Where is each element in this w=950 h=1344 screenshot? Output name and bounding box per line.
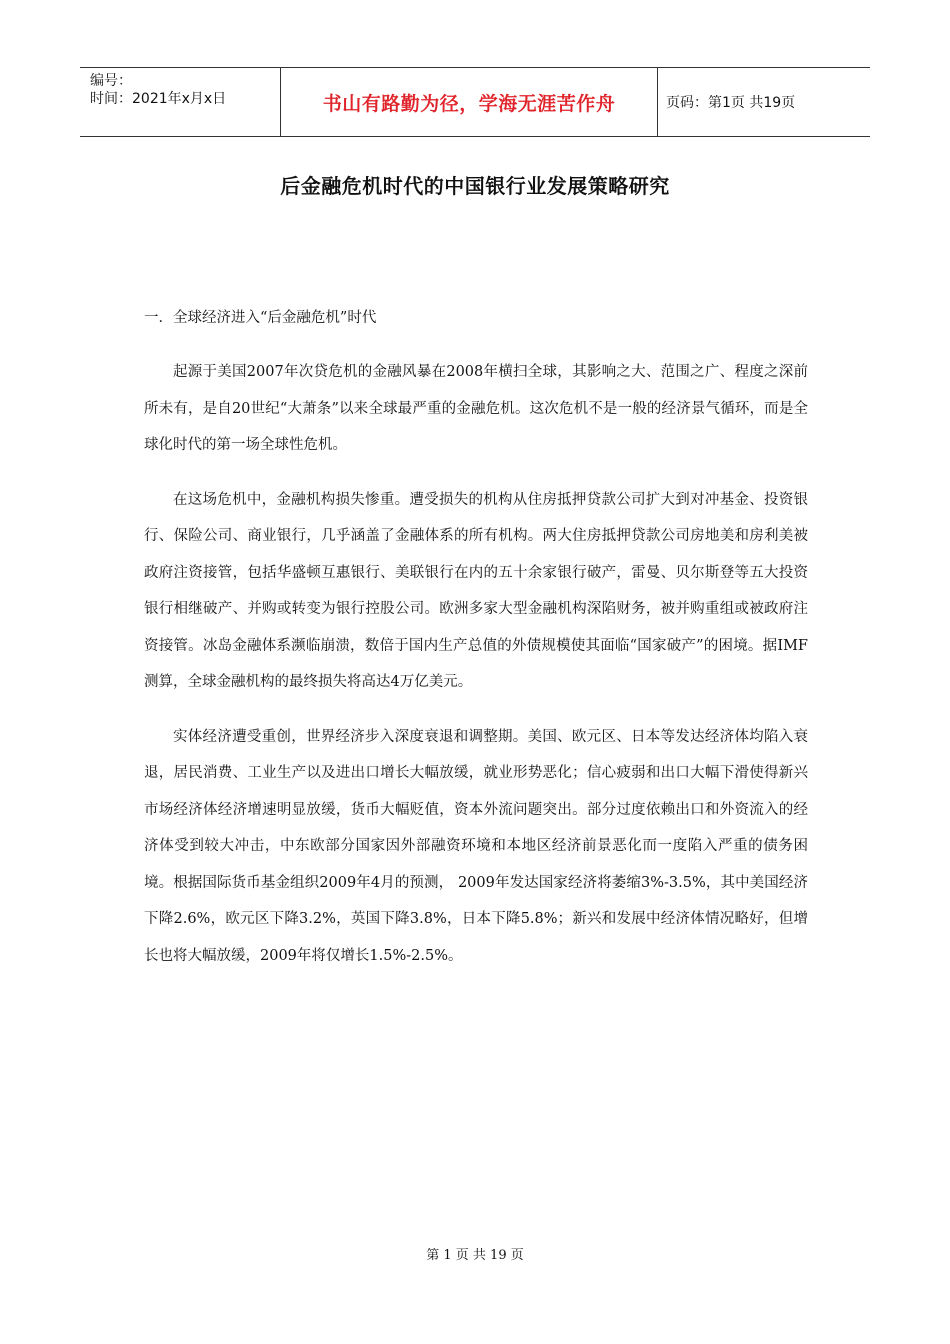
paragraph: 实体经济遭受重创，世界经济步入深度衰退和调整期。美国、欧元区、日本等发达经济体均陷入衰退，居民消费、工业生产以及进出口增长大幅放缓，就业形势恶化；信心疲弱和出口大幅下滑使得新兴市场经济体经济增速明显放缓，货币大幅贬值，资本外流问题突出。部分过度依赖出口和外资流入的经济体受到较大冲击，中东欧部分国家因外部融资环境和本地区经济前景恶化而一度陷入严重的债务困境。根据国际货币基金组织2009年4月的预测， 2009年发达国家经济将萎缩3%-3.5%，其中美国经济下降2.6%，欧元区下降3.2%，英国下降3.8%，日本下降5.8%；新兴和发展中经济体情况略好，但增长也将大幅放缓，2009年将仅增长1.5%-2.5%。 [144, 728, 808, 964]
header-meta [80, 68, 281, 136]
motto: 书山有路勤为径，学海无涯苦作舟 [281, 68, 658, 136]
section-heading: 一．全球经济进入“后金融危机”时代 [144, 310, 377, 326]
document-body [144, 300, 808, 992]
page-info: 页码：第1页 共19页 [666, 95, 796, 111]
document-title: 后金融危机时代的中国银行业发展策略研究 [280, 174, 670, 198]
paragraph: 起源于美国2007年次贷危机的金融风暴在2008年横扫全球，其影响之大、范围之广、程度之深前所未有，是自20世纪“大萧条”以来全球最严重的金融危机。这次危机不是一般的经济景气循环，而是全球化时代的第一场全球性危机。 [144, 364, 808, 453]
time-label: 时间：2021年x月x日 [90, 91, 227, 107]
paragraph: 在这场危机中，金融机构损失惨重。遭受损失的机构从住房抵押贷款公司扩大到对冲基金、投资银行、保险公司、商业银行，几乎涵盖了金融体系的所有机构。两大住房抵押贷款公司房地美和房利美被政府注资接管，包括华盛顿互惠银行、美联银行在内的五十余家银行破产，雷曼、贝尔斯登等五大投资银行相继破产、并购或转变为银行控股公司。欧洲多家大型金融机构深陷财务，被并购重组或被政府注资接管。冰岛金融体系濒临崩溃，数倍于国内生产总值的外债规模使其面临“国家破产”的困境。据IMF测算，全球金融机构的最终损失将高达4万亿美元。 [144, 491, 808, 690]
page-footer: 第 1 页 共 19 页 [426, 1248, 524, 1263]
number-label: 编号： [90, 73, 132, 89]
page-header [80, 67, 870, 137]
